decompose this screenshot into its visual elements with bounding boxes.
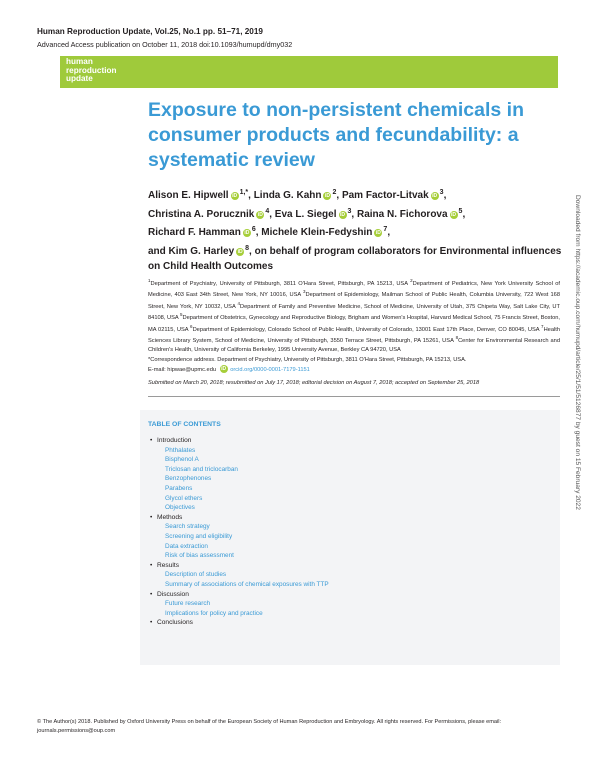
- toc-subsection-link[interactable]: Phthalates: [165, 446, 196, 454]
- author-separator: ,: [255, 227, 262, 238]
- journal-logo-text: [66, 58, 117, 84]
- author-name: Alison E. Hipwell: [148, 190, 229, 201]
- toc-subsection-link[interactable]: Bisphenol A: [165, 456, 199, 464]
- author-name: Eva L. Siegel: [274, 208, 337, 220]
- author-separator: ,: [351, 208, 357, 220]
- bullet-icon: •: [150, 513, 153, 521]
- journal-citation: Human Reproduction Update, Vol.25, No.1 pp. 51–71, 2019: [37, 27, 263, 36]
- orcid-icon[interactable]: iD: [432, 193, 438, 199]
- author-affiliation-marker: 1,*: [239, 189, 249, 196]
- author-separator: ,: [269, 208, 275, 220]
- copyright-footer: © The Author(s) 2018. Published by Oxford University Press on behalf of the European Society of Human Reproduction and Embryology. All rights reserved. For Permissions, please email: journals.permissions@oup.com: [37, 719, 502, 734]
- orcid-icon[interactable]: iD: [340, 211, 345, 218]
- orcid-icon[interactable]: iD: [257, 211, 263, 218]
- submission-dates: Submitted on March 20, 2018; resubmitted on July 17, 2018; editorial decision on August 7, 2018; accepted on September 25, 2018: [148, 380, 480, 386]
- affiliation-number: 7: [541, 323, 544, 329]
- affiliation-number: 6: [190, 323, 193, 329]
- toc-section[interactable]: [150, 618, 550, 628]
- affiliation-number: 4: [237, 300, 240, 306]
- author-name: Richard F. Hamman: [148, 227, 241, 238]
- logo-line: update: [66, 74, 93, 84]
- correspondence-address: *Correspondence address. Department of Psychiatry, University of Pittsburgh, 3811 O'Hara Street, Pittsburgh, PA 15213, USA.: [148, 357, 467, 363]
- orcid-icon[interactable]: iD: [324, 193, 330, 199]
- author-separator: , on behalf of program collaborators for Environmental influences on Child Health Outcomes: [148, 245, 562, 272]
- affiliation-number: 2: [410, 278, 413, 283]
- toc-subsection-link[interactable]: Description of studies: [165, 571, 227, 579]
- orcid-icon[interactable]: iD: [451, 211, 457, 218]
- author-separator: ,: [387, 227, 391, 238]
- correspondence: [148, 356, 560, 374]
- article-title: Exposure to non-persistent chemicals in consumer products and fecundability: a systematic review: [148, 99, 525, 171]
- orcid-icon: iD: [221, 365, 227, 372]
- orcid-icon[interactable]: iD: [244, 230, 250, 236]
- toc-section-label: Results: [157, 561, 179, 569]
- orcid-icon[interactable]: iD: [375, 230, 381, 236]
- affiliations: [148, 277, 560, 355]
- author-list: [148, 185, 568, 275]
- logo-line: human: [66, 57, 93, 66]
- toc-subsection-link[interactable]: Implications for policy and practice: [165, 609, 263, 617]
- toc-section[interactable]: [150, 436, 550, 446]
- author-name: Christina A. Porucznik: [148, 208, 255, 220]
- toc-section[interactable]: [150, 513, 550, 523]
- toc-section-label: Conclusions: [157, 619, 193, 627]
- author-name: Pam Factor-Litvak: [341, 190, 429, 201]
- author-affiliation-marker: 3: [347, 207, 352, 215]
- affiliation-text: Department of Epidemiology, Colorado School of Public Health, University of Colorado, 13001 East 17th Place, Denver, CO 80045, USA: [192, 326, 542, 333]
- toc-subsection-link[interactable]: Triclosan and triclocarban: [165, 465, 238, 473]
- author-affiliation-marker: 8: [245, 244, 250, 252]
- author-name: Linda G. Kahn: [253, 190, 322, 201]
- affiliation-number: 5: [179, 312, 183, 318]
- bullet-icon: •: [150, 619, 153, 627]
- toc-subsection-link[interactable]: Screening and eligibility: [165, 532, 233, 540]
- toc-subsection-link[interactable]: Future research: [165, 600, 211, 608]
- journal-logo-banner: [60, 56, 558, 88]
- toc-subsection-link[interactable]: Data extraction: [165, 542, 208, 550]
- correspondence-email[interactable]: E-mail: hipwae@upmc.edu: [148, 366, 217, 373]
- toc-subsection-link[interactable]: Risk of bias assessment: [165, 552, 234, 560]
- orcid-icon[interactable]: iD: [237, 248, 243, 255]
- advance-access-line: Advanced Access publication on October 11, 2018 doi:10.1093/humupd/dmy032: [37, 40, 293, 49]
- affiliation-text: Department of Family and Preventive Medicine, School of Medicine, University of Utah, 375 Chipeta Way, Salt Lake City, UT 84108, USA: [148, 303, 560, 322]
- toc-subsection-link[interactable]: Glycol ethers: [165, 494, 203, 502]
- toc-section-label: Introduction: [157, 437, 192, 444]
- author-name: Michele Klein-Fedyshin: [261, 227, 373, 238]
- toc-subsection-link[interactable]: Summary of associations of chemical exposures with TTP: [165, 580, 329, 588]
- toc-subsection-link[interactable]: Objectives: [165, 504, 195, 512]
- author-affiliation-marker: 7: [383, 226, 388, 233]
- download-watermark: [572, 195, 582, 585]
- author-affiliation-marker: 3: [439, 189, 444, 196]
- orcid-link[interactable]: orcid.org/0000-0001-7179-1151: [230, 366, 310, 373]
- toc-section[interactable]: [150, 561, 550, 571]
- bullet-icon: •: [150, 437, 153, 444]
- toc-list: [150, 436, 550, 628]
- affiliation-number: 8: [455, 335, 459, 341]
- affiliation-text: Department of Pediatrics, New York University School of Medicine, 403 East 34th Street, New York, NY 10016, USA: [148, 280, 561, 299]
- author-separator: ,: [336, 190, 342, 201]
- toc-section-label: Methods: [157, 513, 183, 521]
- affiliation-text: Department of Psychiatry, University of Pittsburgh, 3811 O'Hara Street, Pittsburgh, PA 15213, USA: [150, 280, 411, 287]
- toc-subsection-link[interactable]: Benzophenones: [165, 475, 212, 483]
- author-affiliation-marker: 6: [251, 226, 256, 233]
- author-name: Raina N. Fichorova: [356, 208, 448, 220]
- author-separator: ,: [248, 190, 254, 201]
- author-affiliation-marker: 5: [458, 207, 463, 215]
- affiliation-number: 3: [302, 289, 306, 295]
- affiliation-text: Department of Epidemiology, Mailman School of Public Health, Columbia University, 722 West 168 Street, New York, NY 10032, USA: [148, 292, 560, 310]
- author-affiliation-marker: 2: [332, 189, 337, 196]
- author-affiliation-marker: 4: [265, 207, 270, 215]
- bullet-icon: •: [150, 561, 153, 569]
- toc-subsection-link[interactable]: Parabens: [165, 484, 193, 492]
- toc-subsection-link[interactable]: Search strategy: [165, 523, 210, 531]
- toc-heading: TABLE OF CONTENTS: [148, 421, 221, 428]
- bullet-icon: •: [150, 590, 153, 598]
- toc-section[interactable]: [150, 590, 550, 600]
- affiliation-number: 1: [148, 278, 151, 283]
- affiliation-text: Health Sciences Library System, School of Medicine, University of Pittsburgh, 3550 Terrace Street, Pittsburgh, PA 15261, USA: [148, 326, 561, 345]
- download-watermark-text: Downloaded from https://academic.oup.com/humupd/article/25/1/51/5126877 by guest on 15 February 2022: [574, 195, 581, 510]
- toc-section-label: Discussion: [157, 590, 189, 598]
- affiliation-text: Center for Environmental Research and Children's Health, University of California Berkeley, 1995 University Avenue, Berkley CA 94720, USA: [148, 338, 560, 353]
- affiliation-text: Department of Obstetrics, Gynecology and Reproductive Biology, Brigham and Women's Hospital, Harvard Medical School, 75 Francis Street, Boston, MA 02115, USA: [148, 315, 561, 333]
- divider: [148, 396, 560, 397]
- orcid-icon[interactable]: iD: [232, 193, 238, 199]
- logo-line: reproduction: [66, 65, 117, 75]
- author-separator: ,: [462, 208, 466, 220]
- author-separator: ,: [443, 190, 447, 201]
- author-name: and Kim G. Harley: [148, 245, 235, 257]
